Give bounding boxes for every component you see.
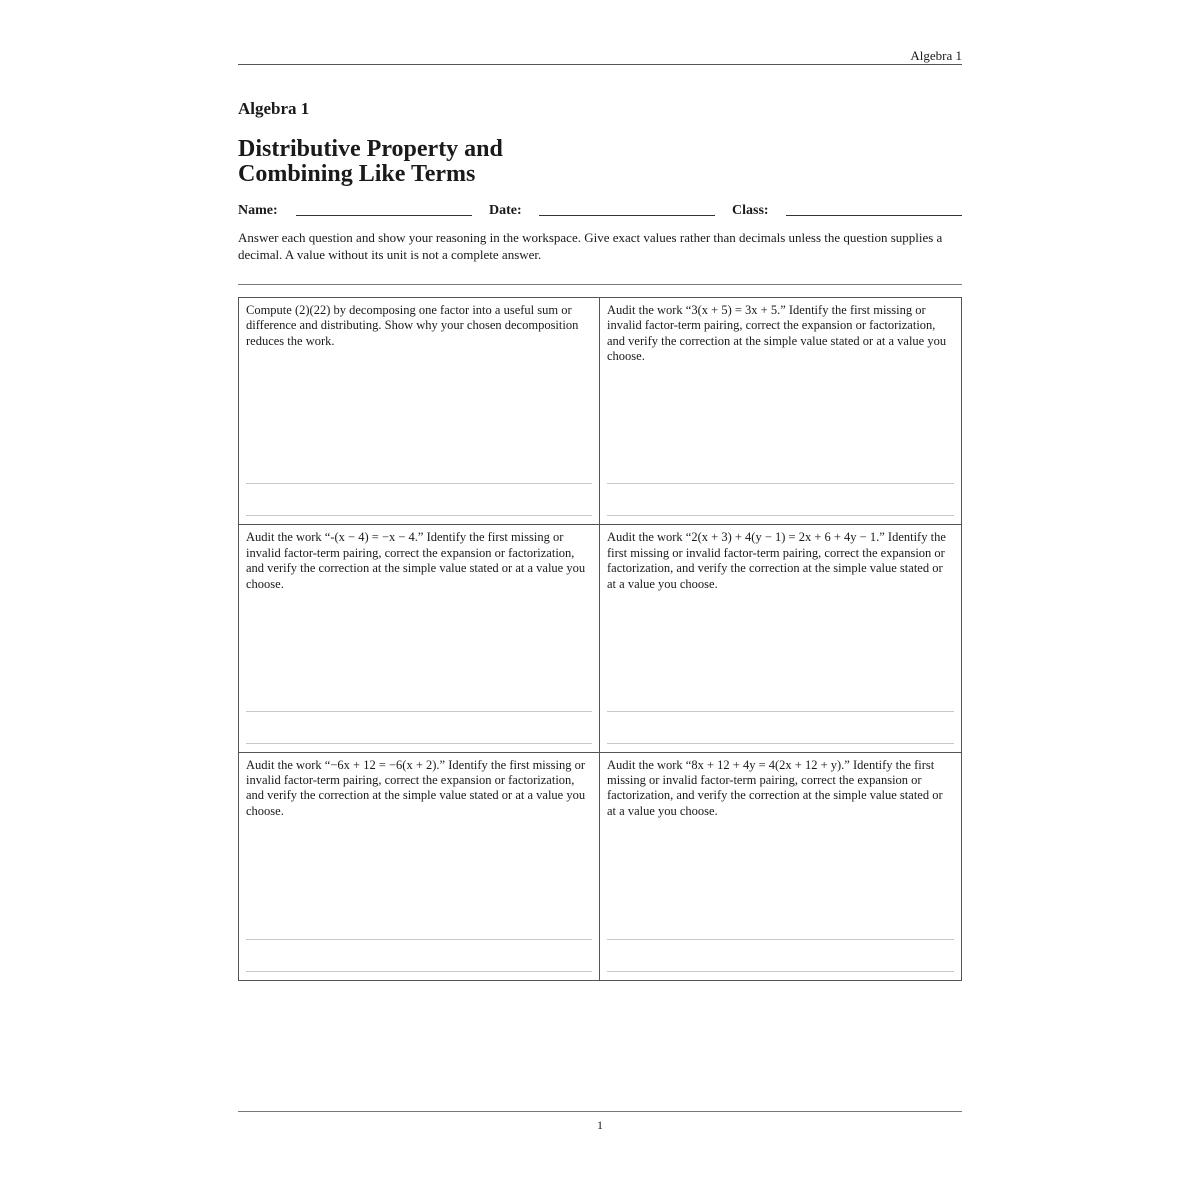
instructions: Answer each question and show your reasoning in the workspace. Give exact values rather than decimals unless the question supplies a decimal. A value without its unit is not a complete answer. <box>238 230 943 262</box>
answer-line[interactable] <box>246 515 592 516</box>
question-cell <box>239 525 600 752</box>
title-line-1: Distributive Property and <box>238 136 503 162</box>
course-name: Algebra 1 <box>238 99 310 118</box>
question-prompt: Audit the work “-(x − 4) = −x − 4.” Identify the first missing or invalid factor-term pairing, correct the expansion or factorization, and verify the correction at the simple value stated or at a value you choose. <box>246 530 586 591</box>
question-prompt: Compute (2)(22) by decomposing one factor into a useful sum or difference and distributing. Show why your chosen decomposition reduces the work. <box>246 303 579 348</box>
running-header: Algebra 1 <box>238 47 962 65</box>
answer-line[interactable] <box>246 743 592 744</box>
footer-divider <box>238 1111 962 1112</box>
question-prompt: Audit the work “3(x + 5) = 3x + 5.” Identify the first missing or invalid factor-term pairing, correct the expansion or factorization, and verify the correction at the simple value stated or at a value you choose. <box>607 303 947 364</box>
question-prompt: Audit the work “2(x + 3) + 4(y − 1) = 2x + 6 + 4y − 1.” Identify the first missing or invalid factor-term pairing, correct the expansion or factorization, and verify the correction at the simple value stated or at a value you choose. <box>607 530 946 591</box>
section-divider <box>238 284 962 285</box>
name-field[interactable] <box>296 215 472 216</box>
answer-line[interactable] <box>607 711 954 712</box>
question-cell <box>239 753 600 980</box>
answer-line[interactable] <box>246 711 592 712</box>
question-cell <box>239 298 600 525</box>
date-field[interactable] <box>539 215 715 216</box>
page-number: 1 <box>597 1118 603 1132</box>
question-prompt: Audit the work “8x + 12 + 4y = 4(2x + 12 + y).” Identify the first missing or invalid factor-term pairing, correct the expansion or factorization, and verify the correction at the simple value stated or at a value you choose. <box>607 757 943 818</box>
answer-line[interactable] <box>246 483 592 484</box>
question-cell <box>600 525 961 752</box>
answer-line[interactable] <box>607 515 954 516</box>
class-field[interactable] <box>786 215 962 216</box>
name-label: Name: <box>238 203 278 218</box>
answer-line[interactable] <box>607 483 954 484</box>
question-cell <box>600 298 961 525</box>
answer-line[interactable] <box>607 743 954 744</box>
date-label: Date: <box>489 203 522 218</box>
answer-line[interactable] <box>607 939 954 940</box>
worksheet-title <box>238 137 638 187</box>
answer-line[interactable] <box>246 939 592 940</box>
question-cell <box>600 753 961 980</box>
class-label: Class: <box>732 203 769 218</box>
answer-line[interactable] <box>607 971 954 972</box>
question-grid <box>238 297 962 981</box>
answer-line[interactable] <box>246 971 592 972</box>
student-info-fields <box>238 203 962 221</box>
title-line-2: Combining Like Terms <box>238 161 476 187</box>
question-prompt: Audit the work “−6x + 12 = −6(x + 2).” Identify the first missing or invalid factor-term pairing, correct the expansion or factorization, and verify the correction at the simple value stated or at a value you choose. <box>246 757 586 818</box>
